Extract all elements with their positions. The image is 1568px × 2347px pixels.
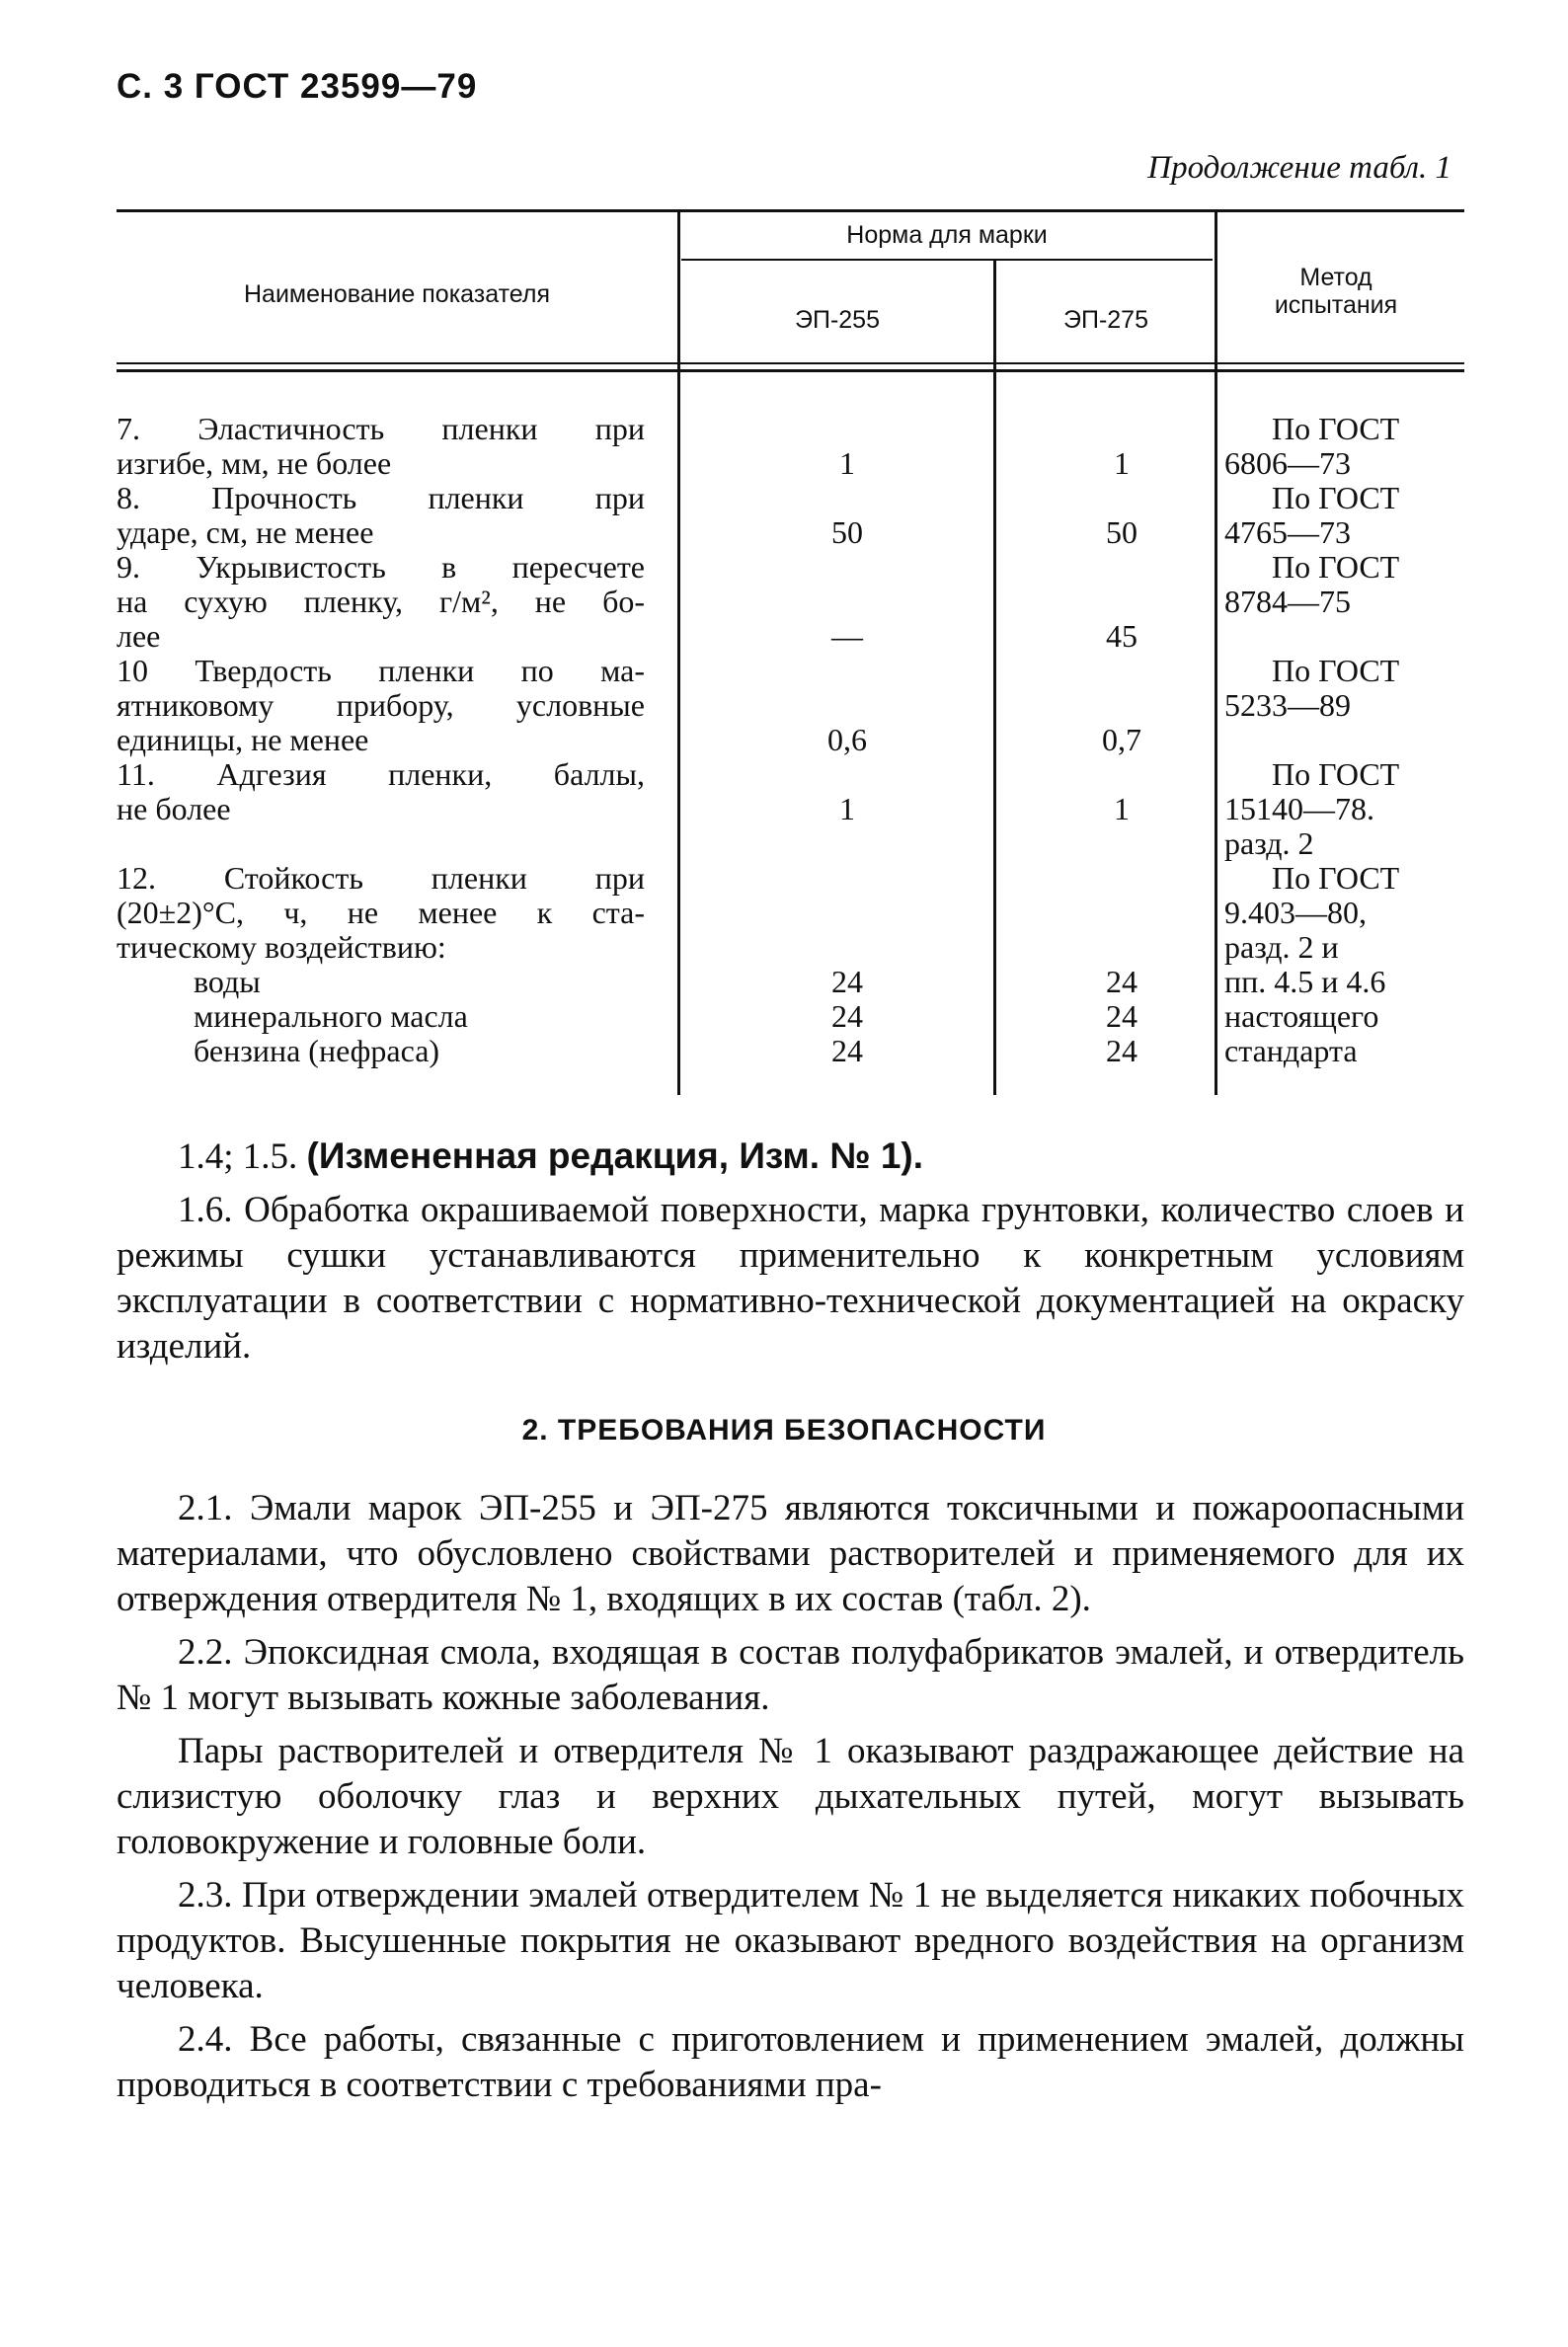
row-12-name-line-1: 12. Стойкость пленки при: [117, 860, 645, 896]
row-12-water-ep275: 24: [1106, 964, 1137, 999]
row-7-method-line-1: По ГОСТ: [1272, 411, 1400, 446]
paragraph-2-2: 2.2. Эпоксидная смола, входящая в состав полуфабрикатов эмалей, и отвердитель № 1 могут вызывать кожные заболевания.: [117, 1632, 1464, 1718]
row-9-method-line-2: 8784—75: [1224, 584, 1351, 619]
row-9-ep275: 45: [1106, 618, 1137, 654]
row-7-method-line-2: 6806—73: [1224, 445, 1351, 481]
row-12-gasoline-ep275: 24: [1106, 1033, 1137, 1068]
row-10-name-line-1: 10 Твердость пленки по ма-: [117, 653, 645, 688]
paragraph-1-4-number: 1.4; 1.5.: [178, 1136, 298, 1177]
amendment-note: (Измененная редакция, Изм. № 1).: [306, 1135, 924, 1176]
row-12-method-line-4: пп. 4.5 и 4.6: [1224, 964, 1386, 999]
row-10-ep275: 0,7: [1102, 722, 1141, 757]
row-12-water-ep255: 24: [831, 964, 863, 999]
row-11-name-line-2: не более: [117, 791, 231, 826]
paragraph-2-3: 2.3. При отверждении эмалей отвердителем № 1 не выделяется никаких побочных продуктов. Высушенные покрытия не оказывают вредного воздействия на организм человека.: [117, 1875, 1464, 2006]
row-11-method-line-1: По ГОСТ: [1272, 756, 1400, 792]
row-8-method-line-1: По ГОСТ: [1272, 480, 1400, 515]
table-continuation-label: Продолжение табл. 1: [1147, 150, 1451, 186]
col-divider-3: [1215, 211, 1217, 1095]
paragraph-2-4: 2.4. Все работы, связанные с приготовлением и применением эмалей, должны проводиться в соответствии с требованиями пра-: [117, 2019, 1464, 2105]
row-12-oil-ep255: 24: [831, 998, 863, 1034]
row-10-name-line-3: единицы, не менее: [117, 722, 369, 757]
properties-table: [117, 209, 1464, 1098]
row-7-ep275: 1: [1114, 445, 1130, 481]
row-12-method-line-3: разд. 2 и: [1224, 929, 1339, 965]
col-divider-1: [677, 211, 680, 1095]
row-8-name-line-2: ударе, см, не менее: [117, 514, 374, 550]
paragraph-1-6: 1.6. Обработка окрашиваемой поверхности, марка грунтовки, количество слоев и режимы сушки устанавливаются применительно к конкретным условиям эксплуатации в соответствии с нормативно-технической документацией на окраску изделий.: [117, 1190, 1464, 1367]
row-12-sub-water: воды: [194, 964, 261, 999]
row-11-method-line-2: 15140—78.: [1224, 791, 1374, 826]
row-8-ep275: 50: [1106, 514, 1137, 550]
column-header-name: Наименование показателя: [244, 280, 550, 308]
col-divider-2: [993, 261, 996, 1095]
body-text-section-2: [117, 1486, 1464, 2108]
table-top-rule: [117, 209, 1464, 212]
row-8-name-line-1: 8. Прочность пленки при: [117, 480, 645, 515]
body-text-section-1: [117, 1134, 1464, 1369]
row-12-method-line-6: стандарта: [1224, 1033, 1358, 1068]
row-7-ep255: 1: [839, 445, 855, 481]
column-header-method: Метод испытания: [1274, 264, 1398, 319]
section-2-title: 2. ТРЕБОВАНИЯ БЕЗОПАСНОСТИ: [521, 1414, 1047, 1447]
paragraph-2-2-continued: Пары растворителей и отвердителя № 1 оказывают раздражающее действие на слизистую оболочку глаз и верхних дыхательных путей, могут вызывать головокружение и головные боли.: [117, 1731, 1464, 1862]
row-11-ep275: 1: [1114, 791, 1130, 826]
row-12-name-line-3: тическому воздействию:: [117, 929, 446, 965]
row-11-name-line-1: 11. Адгезия пленки, баллы,: [117, 756, 645, 792]
row-10-method-line-1: По ГОСТ: [1272, 653, 1400, 688]
header-rule-2: [117, 369, 1464, 372]
row-9-name-line-1: 9. Укрывистость в пересчете: [117, 549, 645, 585]
row-12-name-line-2: (20±2)°С, ч, не менее к ста-: [117, 895, 645, 930]
row-7-name-line-2: изгибе, мм, не более: [117, 445, 392, 481]
row-11-method-line-3: разд. 2: [1224, 825, 1314, 861]
norm-subheader-rule: [681, 259, 1213, 261]
row-8-ep255: 50: [831, 514, 863, 550]
row-9-name-line-2: на сухую пленку, г/м², не бо-: [117, 584, 645, 619]
header-rule-1: [117, 362, 1464, 364]
row-10-name-line-2: ятниковому прибору, условные: [117, 687, 645, 723]
row-12-oil-ep275: 24: [1106, 998, 1137, 1034]
row-12-gasoline-ep255: 24: [831, 1033, 863, 1068]
row-9-method-line-1: По ГОСТ: [1272, 549, 1400, 585]
row-10-method-line-2: 5233—89: [1224, 687, 1351, 723]
page-header: С. 3 ГОСТ 23599—79: [117, 67, 478, 106]
row-8-method-line-2: 4765—73: [1224, 514, 1351, 550]
row-11-ep255: 1: [839, 791, 855, 826]
column-header-norm: Норма для марки: [846, 221, 1048, 249]
row-12-method-line-2: 9.403—80,: [1224, 895, 1367, 930]
row-12-sub-oil: минерального масла: [194, 998, 468, 1034]
column-header-ep275: ЭП-275: [1063, 306, 1148, 334]
row-9-ep255: —: [831, 618, 863, 654]
row-10-ep255: 0,6: [827, 722, 867, 757]
paragraph-2-1: 2.1. Эмали марок ЭП-255 и ЭП-275 являются токсичными и пожароопасными материалами, что обусловлено свойствами растворителей и применяемого для их отверждения отвердителя № 1, входящих в их состав (табл. 2).: [117, 1488, 1464, 1619]
row-7-name-line-1: 7. Эластичность пленки при: [117, 411, 645, 446]
row-12-method-line-1: По ГОСТ: [1272, 860, 1400, 896]
paragraph-1-4-1-5: [117, 1134, 1464, 1180]
column-header-ep255: ЭП-255: [795, 306, 880, 334]
row-9-name-line-3: лее: [117, 618, 161, 654]
row-12-method-line-5: настоящего: [1224, 998, 1379, 1034]
row-12-sub-gasoline: бензина (нефраса): [194, 1033, 440, 1068]
